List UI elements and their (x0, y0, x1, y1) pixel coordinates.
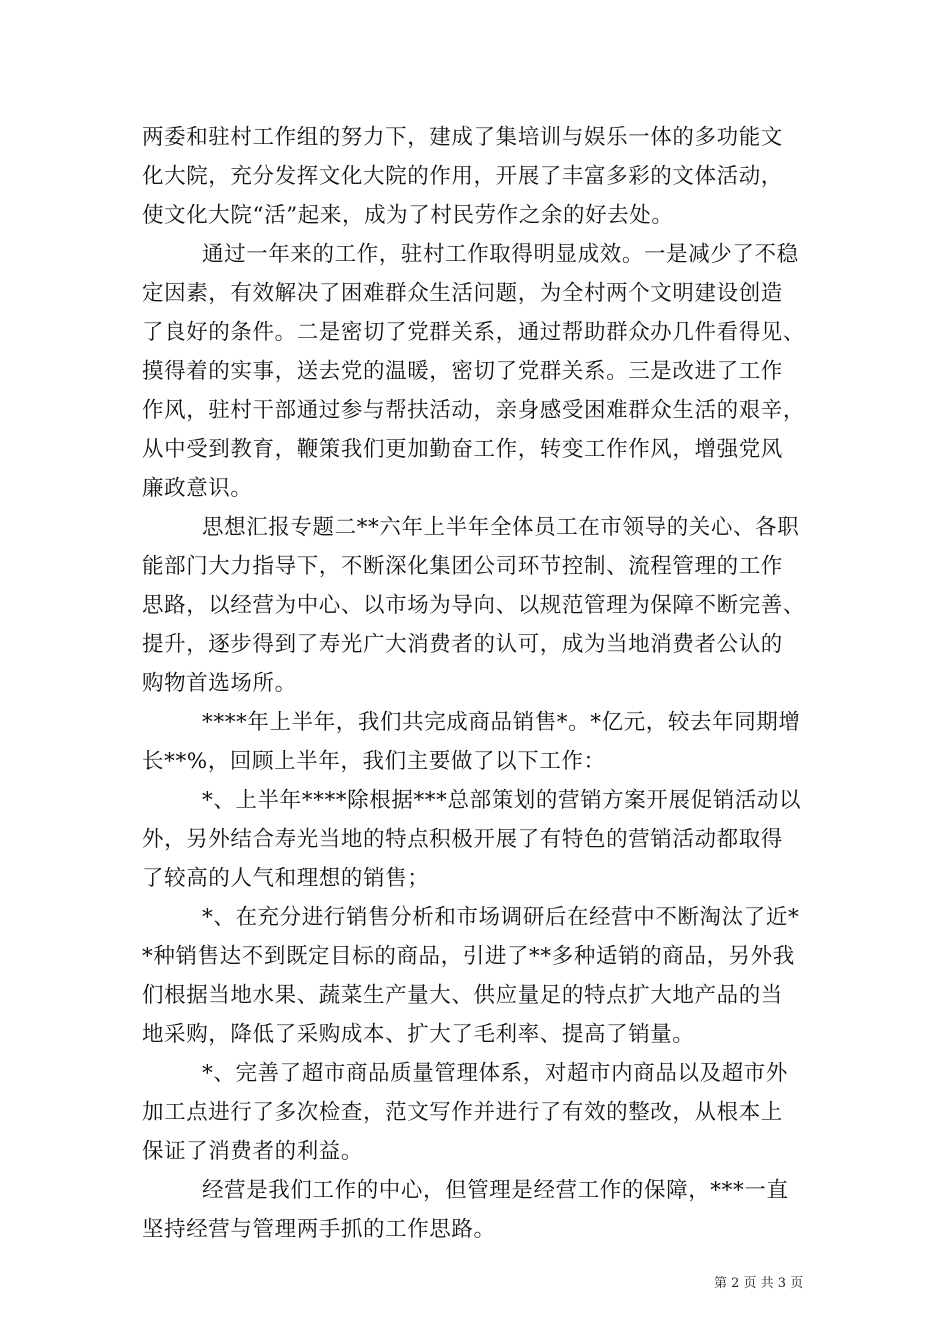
paragraph-start-line: ****年上半年，我们共完成商品销售*。*亿元，较去年同期增 (202, 710, 801, 735)
paragraph-start-line: 通过一年来的工作，驻村工作取得明显成效。一是减少了不稳 (202, 242, 799, 267)
text-line: 购物首选场所。 (142, 671, 297, 696)
text-line: 了良好的条件。二是密切了党群关系，通过帮助群众办几件看得见、 (142, 320, 806, 345)
text-line: 了较高的人气和理想的销售； (142, 866, 430, 891)
text-line: 坚持经营与管理两手抓的工作思路。 (142, 1217, 496, 1242)
text-line: 外，另外结合寿光当地的特点积极开展了有特色的营销活动都取得 (142, 827, 783, 852)
text-line: *种销售达不到既定目标的商品，引进了**多种适销的商品，另外我 (142, 944, 795, 969)
text-line: 长**%，回顾上半年，我们主要做了以下工作： (142, 749, 606, 774)
document-body (142, 118, 810, 1249)
paragraph-start-line: *、在充分进行销售分析和市场调研后在经营中不断淘汰了近* (202, 905, 800, 930)
text-line: 能部门大力指导下，不断深化集团公司环节控制、流程管理的工作 (142, 554, 783, 579)
text-line: 们根据当地水果、蔬菜生产量大、供应量足的特点扩大地产品的当 (142, 983, 783, 1008)
text-line: 作风，驻村干部通过参与帮扶活动，亲身感受困难群众生活的艰辛， (142, 398, 806, 423)
text-line: 使文化大院“活”起来，成为了村民劳作之余的好去处。 (142, 203, 674, 228)
page-number-footer: 第 2 页 共 3 页 (714, 1276, 804, 1291)
paragraph-start-line: 经营是我们工作的中心，但管理是经营工作的保障，***一直 (202, 1178, 789, 1203)
text-line: 加工点进行了多次检查，范文写作并进行了有效的整改，从根本上 (142, 1100, 783, 1125)
text-line: 地采购，降低了采购成本、扩大了毛利率、提高了销量。 (142, 1022, 695, 1047)
text-line: 思路，以经营为中心、以市场为导向、以规范管理为保障不断完善、 (142, 593, 806, 618)
text-line: 从中受到教育，鞭策我们更加勤奋工作，转变工作作风，增强党风 (142, 437, 783, 462)
text-line: 定因素，有效解决了困难群众生活问题，为全村两个文明建设创造 (142, 281, 783, 306)
text-line: 摸得着的实事，送去党的温暖，密切了党群关系。三是改进了工作 (142, 359, 783, 384)
paragraph-start-line: 思想汇报专题二**六年上半年全体员工在市领导的关心、各职 (202, 515, 800, 540)
paragraph-start-line: *、完善了超市商品质量管理体系，对超市内商品以及超市外 (202, 1061, 788, 1086)
text-line: 两委和驻村工作组的努力下，建成了集培训与娱乐一体的多功能文 (142, 125, 783, 150)
text-line: 提升，逐步得到了寿光广大消费者的认可，成为当地消费者公认的 (142, 632, 783, 657)
text-line: 保证了消费者的利益。 (142, 1139, 364, 1164)
paragraph-start-line: *、上半年****除根据***总部策划的营销方案开展促销活动以 (202, 788, 802, 813)
text-line: 廉政意识。 (142, 476, 253, 501)
text-line: 化大院，充分发挥文化大院的作用，开展了丰富多彩的文体活动， (142, 164, 783, 189)
